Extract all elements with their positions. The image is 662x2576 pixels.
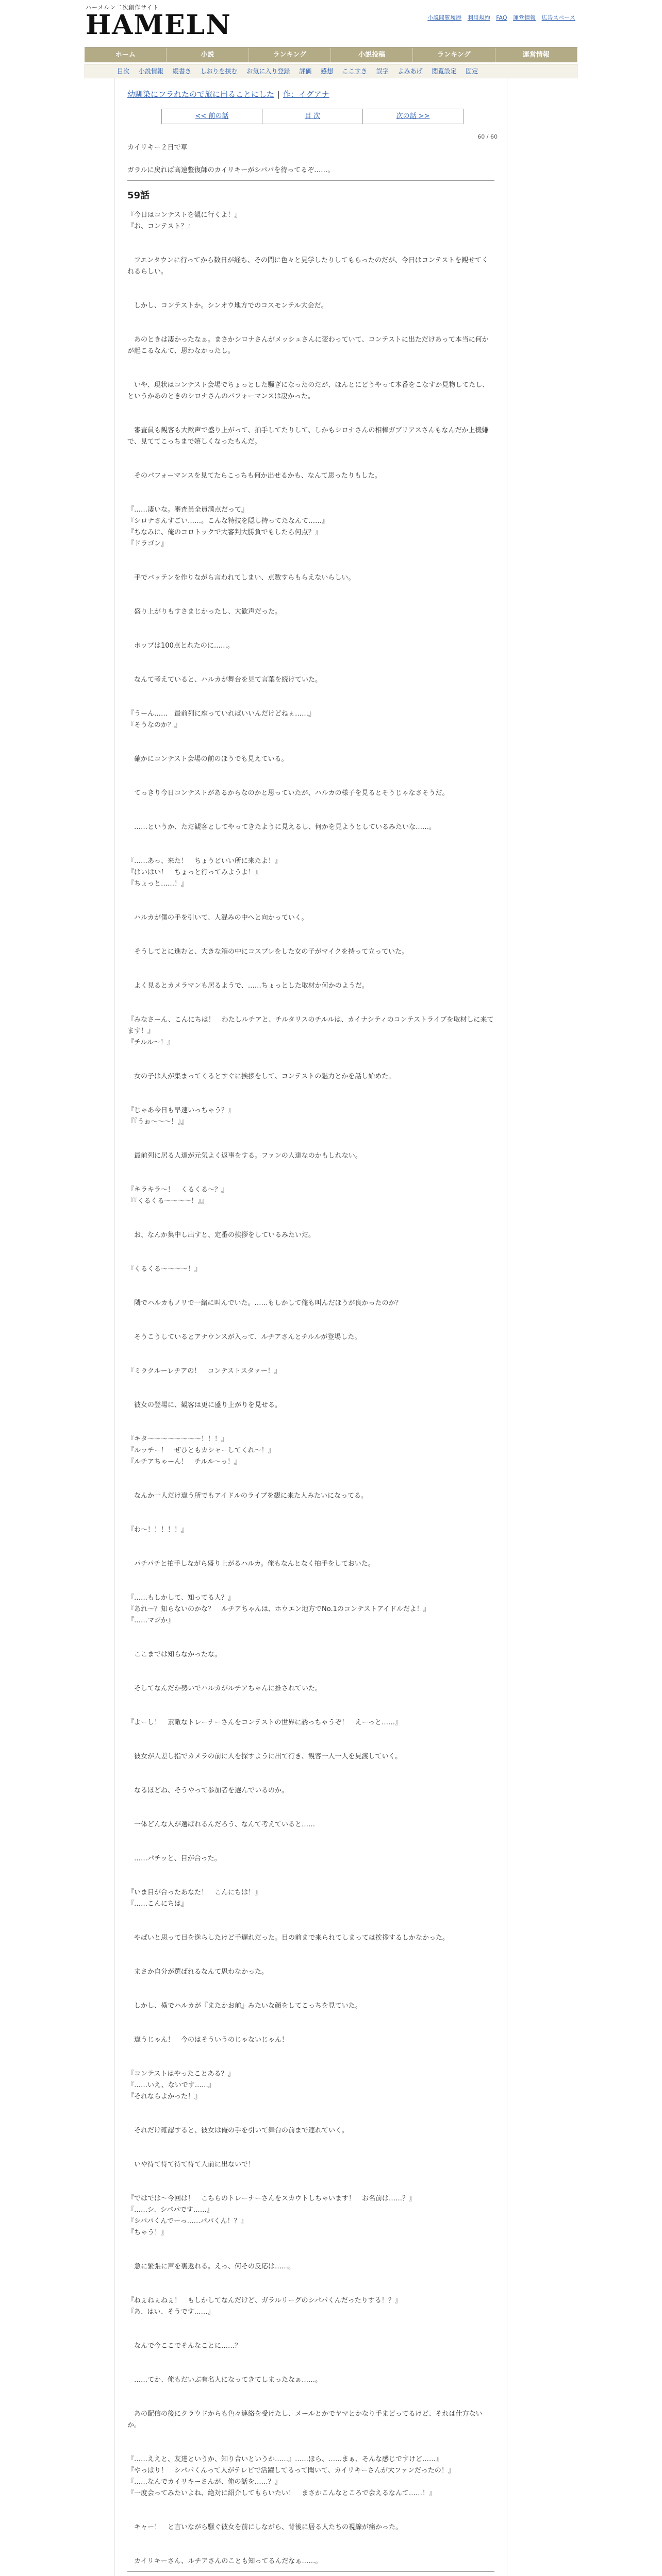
episode-title: 59話: [127, 190, 150, 201]
logo-name: HAMELN: [86, 9, 231, 41]
subnav-link[interactable]: お気に入り登録: [246, 67, 290, 75]
subnav-link[interactable]: よみあげ: [398, 67, 423, 75]
divider: [127, 180, 494, 181]
chapter-pager: [161, 109, 464, 124]
divider: [127, 2571, 494, 2572]
title-separator: |: [277, 90, 280, 99]
nav-item[interactable]: 小説: [167, 48, 249, 62]
subnav-link[interactable]: 目次: [117, 67, 130, 75]
site-logo[interactable]: [86, 3, 231, 41]
nav-item[interactable]: ランキング: [249, 48, 331, 62]
chapter-body: [115, 210, 507, 2567]
logo-tagline: ハーメルン二次創作サイト: [86, 4, 159, 11]
subnav-link[interactable]: ここすき: [342, 67, 367, 75]
subnav-link[interactable]: しおりを挟む: [200, 67, 238, 75]
subnav-link[interactable]: 感想: [321, 67, 334, 75]
util-link-faq[interactable]: FAQ: [496, 14, 507, 21]
preface-text: カイリキー２日で草 ガラルに戻れば高速整復師のカイリキーがシパパを待ってるぞ……。: [127, 144, 335, 174]
util-link-terms[interactable]: 利用規約: [467, 14, 490, 21]
nav-item[interactable]: ホーム: [85, 48, 167, 62]
novel-main: [114, 78, 507, 2576]
subnav-link[interactable]: 誤字: [376, 67, 389, 75]
next-chapter-button[interactable]: [363, 109, 463, 124]
prev-chapter-button[interactable]: [162, 109, 262, 124]
nav-item[interactable]: 運営情報: [495, 48, 577, 62]
novel-title-bar: [127, 89, 507, 99]
subnav-link[interactable]: 固定: [466, 67, 478, 75]
subnav-link[interactable]: 縦書き: [172, 67, 191, 75]
toc-link[interactable]: 目 次: [304, 112, 321, 120]
novel-subnav: [85, 64, 577, 78]
next-chapter-link[interactable]: 次の話 >>: [396, 112, 430, 120]
novel-title-link[interactable]: 幼馴染にフラれたので旅に出ることにした: [127, 90, 275, 99]
preface: [115, 142, 507, 176]
subnav-link[interactable]: 閲覧設定: [432, 67, 457, 75]
utility-links: [423, 13, 575, 22]
nav-item[interactable]: ランキング: [413, 48, 495, 62]
main-nav: [85, 47, 577, 62]
prev-chapter-link[interactable]: << 前の話: [195, 112, 229, 120]
body-text: 『今日はコンテストを観に行くよ！』 『お、コンテスト？』 フエンタウンに行ってから数日が経ち、その間に色々と見学したりしてもらったのだが、今日はコンテストを観せてくれるらしい。 しかし、コンテストか。シンオウ地方でのコスモンテル大会だ。 あのときは凄かったなぁ。まさかシロナさんがメッシュさんに変わっていて、コンテストに出ただけあって本当に何かが起こるなんて、思わなかったし。 いや、現状はコンテスト会場でちょっとした騒ぎになったのだが、ほんとにどうやって本番をこなすか見物してたし、というかあのときのシロナさんのパフォーマンスは凄かった。 審査員も観客も大歓声で盛り上がって、拍手してたりして、しかもシロナさんの相棒ガブリアスさんもなんだか上機嫌で、見ててこっちまで嬉しくなったもんだ。 そのパフォーマンスを見てたらこっちも何か出せるかも、なんて思ったりもした。 『……凄いな。審査員全員満点だって』 『シロナさんすごい……。こんな特技を隠し持ってたなんて……』 『ちなみに、俺のコロトックで大審判大勝負でもしたら何点？』 『ドラゴン』 手でバッテンを作りながら言われてしまい、点数すらもらえないらしい。 盛り上がりもすさまじかったし、大歓声だった。 ホップは100点とれたのに……。 なんて考えていると、ハルカが舞台を見て言葉を続けていた。 『うーん…… 最前列に座っていればいいんだけどねぇ……』 『そうなのか？』 確かにコンテスト会場の前のほうでも見えている。 てっきり今日コンテストがあるからなのかと思っていたが、ハルカの様子を見るとそうじゃなさそうだ。 ……というか、ただ観客としてやってきたように見えるし、何かを見ようとしているみたいな……。 『……あっ、来た！ ちょうどいい所に来たよ！』 『はいはい！ ちょっと行ってみようよ！』 『ちょっと……！』 ハルカが僕の手を引いて、人混みの中へと向かっていく。 そうしてとに進むと、大きな箱の中にコスプレをした女の子がマイクを持って立っていた。 よく見るとカメラマンも居るようで、……ちょっとした取材か何かのようだ。 『みなさーん、こんにちは！ わたしルチアと、チルタリスのチルルは、カイナシティのコンテストライブを取材しに来てます！』 『チルル～！』 女の子は人が集まってくるとすぐに挨拶をして、コンテストの魅力とかを話し始めた。 『じゃあ今日も早速いっちゃう？』 『『うぉ～～～！』』 最前列に居る人達が元気よく返事をする。ファンの人達なのかもしれない。 『キラキラ～！ くるくる～？』 『『くるくる～～～～！』』 お、なんか集中し出すと、定番の挨拶をしているみたいだ。 『くるくる～～～～！』 隣でハルカもノリで一緒に叫んでいた。……もしかして俺も叫んだほうが良かったのか？ そうこうしているとアナウンスが入って、ルチアさんとチルルが登場した。 『ミラクルーレチアの！ コンテストスタァー！』 彼女の登場に、観客は更に盛り上がりを見せる。 『キタ～～～～～～～～！！！』 『ルッチー！ ぜひともカシャーしてくれ～！』 『ルチアちゃーん！ チルル～っ！』 なんか一人だけ違う所でもアイドルのライブを観に来た人みたいになってる。 『わ～！！！！！』 パチパチと拍手しながら盛り上がるハルカ。俺もなんとなく拍手をしておいた。 『……もしかして、知ってる人？』 『あれ～？知らないのかな？ ルチアちゃんは、ホウエン地方でNo.1のコンテストアイドルだよ！』 『……マジか』 ここまでは知らなかったな。 そしてなんだか勢いでハルカがルチアちゃんに推されていた。 『よーし！ 素敵なトレーナーさんをコンテストの世界に誘っちゃうぞ！ えーっと……』 彼女が人差し指でカメラの前に人を探すように出て行き、観客一人一人を見渡していく。 なるほどね、そうやって参加者を選んでいるのか。 一体どんな人が選ばれるんだろう、なんて考えていると…… ……パチッと、目が合った。 『いま目が合ったあなた！ こんにちは！』 『……こんにちは』 やばいと思って目を逸らしたけど手遅れだった。目の前まで来られてしまっては挨拶するしかなかった。 まさか自分が選ばれるなんて思わなかった。 しかし、横でハルカが『またかお前』みたいな顔をしてこっちを見ていた。 違うじゃん！ 今のはそういうのじゃないじゃん！ 『コンテストはやったことある？』 『……いえ、ないです……』 『それならよかった！』 それだけ確認すると、彼女は俺の手を引いて舞台の前まで連れていく。 いや待て待て待て待て人前に出ないで！ 『ではでは～今回は！ こちらのトレーナーさんをスカウトしちゃいます！ お名前は……？』 『……シ、シパパです……』 『シパパくんでーっ……パパくん！？』 『ちゃう！』 急に緊張に声を裏返れる。えっ、何その反応は……。 『ねぇねぇねぇ！ もしかしてなんだけど、ガラルリーグのシパパくんだったりする！？』 『あ、はい、そうです……』 なんで今ここでそんなことに……？ ……てか、俺もだいぶ有名人になってきてしまったなぁ……。 あの配信の後にクラウドからも色々連絡を受けたし、メールとかでヤマとかなり手まどってるけど、それは仕方ないか。 『……ええと、友達というか、知り合いというか……』……ほら、……まぁ、そんな感じですけど……』 『やっぱり！ シパパくんって人がテレビで活躍してるって聞いて、カイリキーさんが大ファンだったの！』 『……なんでカイリキーさんが、俺の話を……？』 『一度会ってみたいよね、絶対に紹介してもらいたい！ まさかこんなところで会えるなんて……！』 キャー！ と言いながら騒ぐ彼女を前にしながら、背後に居る人たちの視線が痛かった。 カイリキーさん、ルチアさんのことも知ってるんだなぁ……。: [127, 211, 494, 2565]
toc-button[interactable]: [262, 109, 363, 124]
page-number: 60 / 60: [477, 133, 498, 140]
util-link-about[interactable]: 運営情報: [513, 14, 536, 21]
subnav-link[interactable]: 小説情報: [138, 67, 163, 75]
nav-item[interactable]: 小説投稿: [331, 48, 413, 62]
util-link-history[interactable]: 小説閲覧履歴: [427, 14, 462, 21]
subnav-link[interactable]: 評価: [299, 67, 312, 75]
site-header: [85, 0, 577, 47]
author-link[interactable]: 作：イグアナ: [283, 90, 329, 99]
util-link-ads[interactable]: 広告スペース: [541, 14, 575, 21]
